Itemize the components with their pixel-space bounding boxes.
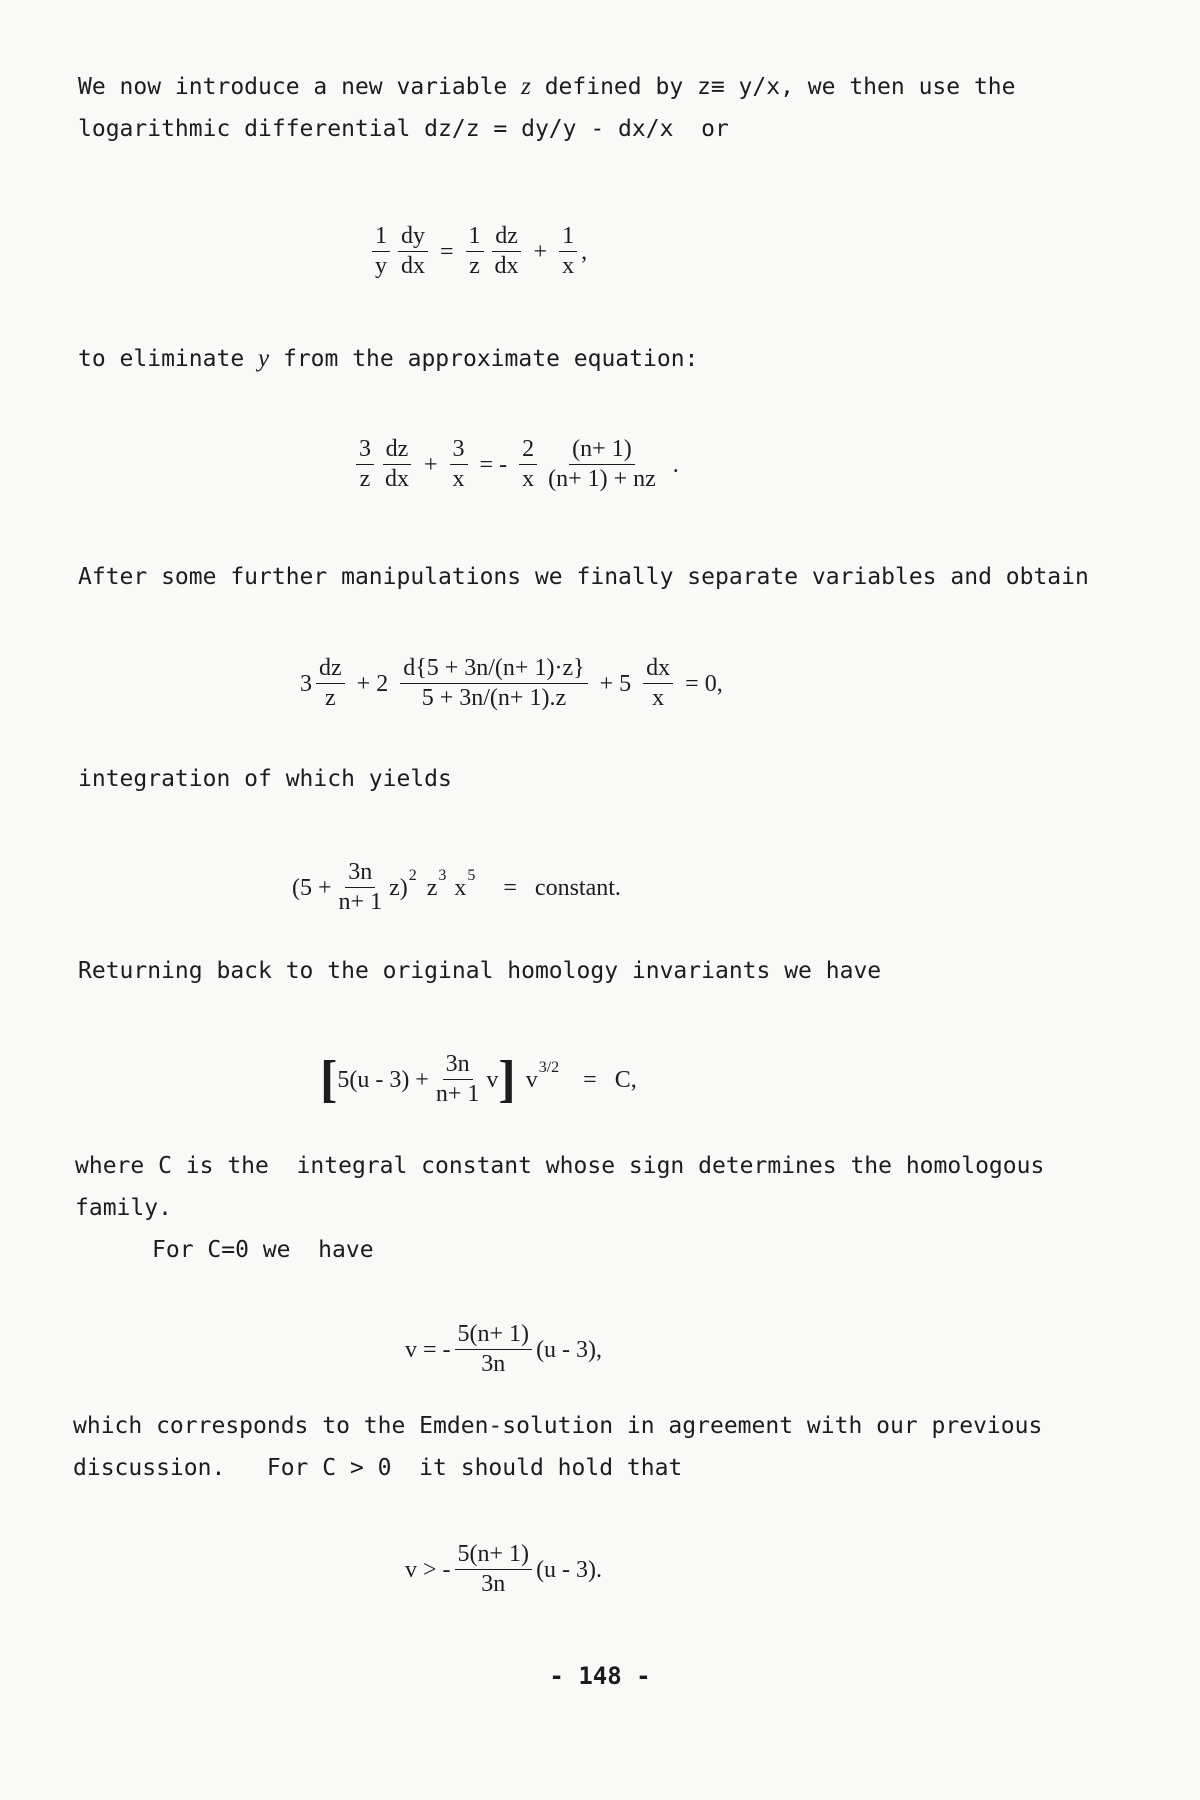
paragraph-line: which corresponds to the Emden-solution in agreement with our previous <box>73 1413 1043 1439</box>
variable-y: y <box>258 345 270 372</box>
equation-homology-invariant: [ 5(u - 3) + $\frac{3n}{n+ 1}$ v ] v 3/2 = C, <box>320 1050 637 1108</box>
equation-log-differential: $\frac{1}{y}$ $\frac{dy}{dx}$ = $\frac{1}{z}$ $\frac{dz}{dx}$ + $\frac{1}{x}$ , <box>368 224 587 279</box>
paragraph-line: where C is the integral constant whose sign determines the homologous <box>75 1153 1045 1179</box>
variable-z: z <box>521 73 531 100</box>
paragraph-line: family. <box>75 1195 172 1221</box>
page-number: - 148 - <box>549 1662 651 1690</box>
equation-separated: 3 $\frac{dz}{z}$ + 2 $\frac{d\{5 + 3n/(n+ 1)\cdot z\}}{5 + 3n/(n+ 1).z}$ + 5 $\frac{dx}{x}$ = 0, <box>300 655 723 712</box>
equation-approximate: $\frac{3}{z}$ $\frac{dz}{dx}$ + $\frac{3}{x}$ = - $\frac{2}{x}$ $\frac{(n+ 1)}{(n+ 1) + nz}$ . <box>352 437 679 492</box>
equation-c-zero: v = - $\frac{5(n+ 1)}{3n}$ (u - 3), <box>405 1321 603 1378</box>
paragraph-line: discussion. For C > 0 it should hold that <box>73 1455 683 1481</box>
equation-c-positive: v > - $\frac{5(n+ 1)}{3n}$ (u - 3). <box>405 1541 603 1598</box>
paragraph-line: For C=0 we have <box>152 1237 374 1263</box>
paragraph-line: We now introduce a new variable z defined by z≡ y/x, we then use the <box>78 73 1016 100</box>
paragraph-line: integration of which yields <box>78 766 452 792</box>
paragraph-line: After some further manipulations we finally separate variables and obtain <box>78 564 1089 590</box>
paragraph-line: to eliminate y from the approximate equation: <box>78 345 699 372</box>
paragraph-line: Returning back to the original homology invariants we have <box>78 958 882 984</box>
paragraph-line: logarithmic differential dz/z = dy/y - dx/x or <box>78 116 729 142</box>
equation-integral: (5 + $\frac{3n}{n+ 1}$ z) 2 z 3 x 5 = constant. <box>292 859 621 916</box>
